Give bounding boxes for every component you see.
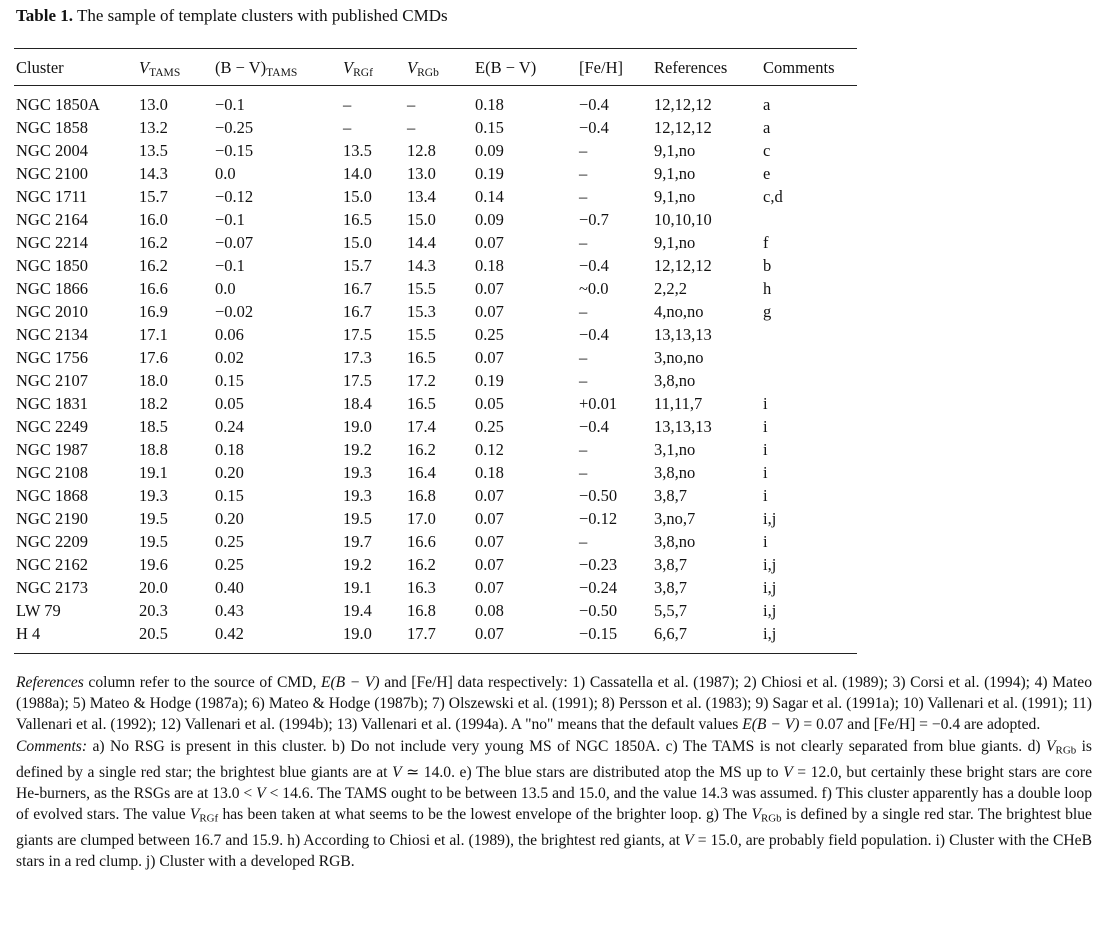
table-cell: 11,11,7 [654, 393, 703, 413]
table-cell: 0.43 [215, 600, 244, 620]
table-cell: NGC 2134 [16, 324, 88, 344]
table-cell: 0.07 [475, 278, 504, 298]
table-cell: 5,5,7 [654, 600, 687, 620]
table-cell: 0.07 [475, 347, 504, 367]
table-cell: 12,12,12 [654, 117, 712, 137]
table-cell: i,j [763, 577, 777, 597]
table-notes [16, 672, 1092, 872]
table-cell: 18.0 [139, 370, 168, 390]
table-cell: a [763, 94, 771, 114]
table-cell: −0.02 [215, 301, 254, 321]
table-cell: 4,no,no [654, 301, 704, 321]
table-cell: i [763, 416, 768, 436]
table-cell: 0.07 [475, 301, 504, 321]
table-cell: 17.1 [139, 324, 168, 344]
table-cell: 9,1,no [654, 140, 696, 160]
table-cell: 19.3 [139, 485, 168, 505]
table-cell: 16.5 [407, 393, 436, 413]
table-cell: 0.20 [215, 508, 244, 528]
table-cell: NGC 2249 [16, 416, 88, 436]
table-cell: NGC 2209 [16, 531, 88, 551]
table-cell: 0.20 [215, 462, 244, 482]
table-cell [763, 323, 859, 346]
table-cell: 0.25 [215, 554, 244, 574]
table-cell: 16.2 [407, 554, 436, 574]
table-cell: 0.25 [215, 531, 244, 551]
table-cell: 0.14 [475, 186, 504, 206]
table-cell [763, 208, 859, 231]
column-header [139, 57, 215, 83]
table-cell: 2,2,2 [654, 278, 687, 298]
table-cell: – [579, 462, 588, 482]
note-math: V [392, 763, 402, 781]
table-cell: −0.15 [579, 623, 618, 643]
table-cell: ~0.0 [579, 278, 609, 298]
table-cell: i [763, 393, 768, 413]
column-header [763, 57, 859, 83]
table-cell: 0.25 [475, 324, 504, 344]
table-cell: a [763, 117, 771, 137]
table-cell: 0.07 [475, 577, 504, 597]
table-cell: 19.1 [343, 577, 372, 597]
table-cell: −0.4 [579, 255, 609, 275]
table-row [16, 507, 859, 530]
table-row [16, 553, 859, 576]
column-header-label: V [139, 57, 150, 77]
table-cell: 18.2 [139, 393, 168, 413]
column-header-label: Cluster [16, 58, 64, 77]
note-math: V [684, 831, 694, 849]
table-row [16, 576, 859, 599]
table-cell: 19.7 [343, 531, 372, 551]
table-cell: 3,8,7 [654, 577, 687, 597]
table-cell: 0.07 [475, 623, 504, 643]
table-cell: – [579, 347, 588, 367]
table-cell: – [579, 232, 588, 252]
table-cell: −0.24 [579, 577, 618, 597]
table-cell: 0.08 [475, 600, 504, 620]
table-cell: 19.3 [343, 485, 372, 505]
column-header-label: E(B − V) [475, 58, 537, 77]
note-math: V [189, 805, 200, 823]
table-cell: −0.4 [579, 324, 609, 344]
note-text: is defined by a single red star; the brightest blue giants are at [16, 737, 1092, 781]
table-cell: 0.18 [475, 255, 504, 275]
table-cell: NGC 1711 [16, 186, 88, 206]
table-cell: e [763, 163, 771, 183]
note-text: = 0.07 and [Fe/H] = −0.4 are adopted. [799, 716, 1041, 734]
table-row [16, 277, 859, 300]
table-row [16, 83, 859, 116]
table-cell: 17.2 [407, 370, 436, 390]
clusters-table [16, 57, 859, 645]
table-cell: 0.02 [215, 347, 244, 367]
table-cell: – [407, 94, 416, 114]
table-cell [763, 346, 859, 369]
table-cell: 14.4 [407, 232, 436, 252]
table-cell: 18.4 [343, 393, 372, 413]
table-cell: – [579, 163, 588, 183]
table-cell: −0.4 [579, 117, 609, 137]
table-cell: 0.19 [475, 370, 504, 390]
table-cell: 16.4 [407, 462, 436, 482]
table-cell: 0.12 [475, 439, 504, 459]
table-cell: 12.8 [407, 140, 436, 160]
table-cell: −0.12 [579, 508, 618, 528]
table-title: The sample of template clusters with published CMDs [73, 6, 448, 25]
table-cell: 13.0 [407, 163, 436, 183]
table-cell: 19.3 [343, 462, 372, 482]
note-math: V [1046, 737, 1056, 755]
table-cell: NGC 2100 [16, 163, 88, 183]
column-header-label: References [654, 58, 728, 77]
table-cell: −0.07 [215, 232, 254, 252]
table-cell: −0.4 [579, 94, 609, 114]
note-math: V [751, 805, 761, 823]
table-cell: 13.0 [139, 94, 168, 114]
column-header [215, 57, 343, 83]
table-cell: −0.1 [215, 94, 245, 114]
table-cell: 3,8,no [654, 462, 696, 482]
table-cell: 19.1 [139, 462, 168, 482]
table-cell: −0.12 [215, 186, 254, 206]
table-cell: 12,12,12 [654, 94, 712, 114]
table-row [16, 530, 859, 553]
note-text: is defined by a single red star. The brightest blue giants are clumped between 16.7 and 15.9. h) According to Chiosi et al. (1989), the brightest red giants, at [16, 805, 1092, 849]
table-cell: 16.8 [407, 485, 436, 505]
column-header [654, 57, 763, 83]
table-cell: 15.0 [407, 209, 436, 229]
table-row [16, 346, 859, 369]
table-row [16, 323, 859, 346]
table-cell: 0.24 [215, 416, 244, 436]
table-cell: 0.15 [475, 117, 504, 137]
table-cell [763, 369, 859, 392]
table-cell: – [579, 186, 588, 206]
table-cell: NGC 1868 [16, 485, 88, 505]
table-cell: 0.25 [475, 416, 504, 436]
table-cell: NGC 2107 [16, 370, 88, 390]
table-cell: 9,1,no [654, 163, 696, 183]
note-math: V [783, 763, 793, 781]
table-cell: 17.7 [407, 623, 436, 643]
table-cell: i [763, 531, 768, 551]
table-cell: – [579, 370, 588, 390]
table-cell: 0.15 [215, 485, 244, 505]
table-cell: 20.3 [139, 600, 168, 620]
table-cell: c,d [763, 186, 783, 206]
table-row [16, 369, 859, 392]
table-cell: 0.09 [475, 209, 504, 229]
table-cell: 0.07 [475, 554, 504, 574]
table-label: Table 1. [16, 6, 74, 25]
top-rule [14, 48, 857, 49]
table-cell: 14.3 [139, 163, 168, 183]
table-cell: NGC 2190 [16, 508, 88, 528]
table-cell: 15.0 [343, 232, 372, 252]
table-row [16, 208, 859, 231]
table-cell: – [579, 140, 588, 160]
table-cell: 18.5 [139, 416, 168, 436]
column-header-subscript: RGb [417, 66, 439, 79]
table-row [16, 599, 859, 622]
column-header [579, 57, 654, 83]
column-header-label: (B − V) [215, 57, 267, 77]
table-cell: NGC 1756 [16, 347, 88, 367]
note-math: V [256, 784, 266, 802]
table-cell: 0.18 [475, 462, 504, 482]
column-header-subscript: TAMS [149, 66, 181, 79]
table-cell: −0.1 [215, 209, 245, 229]
table-row [16, 415, 859, 438]
table-cell: 16.7 [343, 301, 372, 321]
table-cell: – [579, 301, 588, 321]
table-cell: LW 79 [16, 600, 61, 620]
table-row [16, 185, 859, 208]
table-cell: NGC 2173 [16, 577, 88, 597]
table-cell: i,j [763, 554, 777, 574]
table-cell: −0.23 [579, 554, 618, 574]
note-text: has been taken at what seems to be the lowest envelope of the brighter loop. g) The [218, 805, 752, 823]
table-cell: 17.5 [343, 370, 372, 390]
table-cell: 15.0 [343, 186, 372, 206]
table-cell: NGC 2214 [16, 232, 88, 252]
bottom-rule [14, 653, 857, 654]
table-row [16, 461, 859, 484]
column-header [343, 57, 407, 83]
table-cell: i [763, 485, 768, 505]
table-cell: 0.07 [475, 531, 504, 551]
table-cell: h [763, 278, 772, 298]
table-cell: 13.4 [407, 186, 436, 206]
table-cell: 10,10,10 [654, 209, 712, 229]
column-header [407, 57, 475, 83]
table-cell: 15.7 [343, 255, 372, 275]
table-cell: 6,6,7 [654, 623, 687, 643]
column-header-label: V [343, 57, 354, 77]
table-cell: 0.07 [475, 508, 504, 528]
table-cell: 16.2 [139, 232, 168, 252]
table-cell: 0.0 [215, 278, 236, 298]
table-cell: NGC 1850A [16, 94, 100, 114]
table-row [16, 622, 859, 645]
table-cell: i [763, 462, 768, 482]
table-caption [16, 6, 448, 26]
table-cell: −0.1 [215, 255, 245, 275]
table-cell: 0.05 [475, 393, 504, 413]
table-cell: 0.07 [475, 232, 504, 252]
table-cell: 9,1,no [654, 186, 696, 206]
table-cell: 16.6 [407, 531, 436, 551]
comments-label: Comments: [16, 737, 88, 755]
table-row [16, 254, 859, 277]
table-cell: 3,8,7 [654, 485, 687, 505]
references-label: References [16, 674, 84, 691]
table-cell: −0.50 [579, 485, 618, 505]
table-cell: 19.6 [139, 554, 168, 574]
table-cell: 17.5 [343, 324, 372, 344]
comments-note [16, 736, 1092, 873]
table-header-row [16, 57, 859, 83]
table-cell: 17.3 [343, 347, 372, 367]
table-cell: 16.6 [139, 278, 168, 298]
table-cell: 0.18 [475, 94, 504, 114]
table-cell: 16.2 [139, 255, 168, 275]
note-text: ≃ 14.0. e) The blue stars are distributed atop the MS up to [401, 763, 784, 781]
table-cell: 13.2 [139, 117, 168, 137]
table-row [16, 484, 859, 507]
table-cell: NGC 2004 [16, 140, 88, 160]
table-cell: 0.0 [215, 163, 236, 183]
note-text: and [Fe/H] data respectively: 1) Cassatella et al. (1987); 2) Chiosi et al. (1989); 3) Corsi et al. (1994); 4) Mateo (1988a); 5) Mateo & Hodge (1987a); 6) Mateo & Hodge (1987b); 7) Olszewski et al. (1991); 8) Persson et al. (1983); 9) Sagar et al. (1991a); 10) Vallenari et al. (1991); 11) Vallenari et al. (1992); 12) Vallenari et al. (1994b); 13) Vallenari et al. (1994a). A "no" means that the default values [16, 674, 1092, 734]
table-cell: i [763, 439, 768, 459]
table-cell: 16.7 [343, 278, 372, 298]
table-row [16, 231, 859, 254]
table-cell: −0.7 [579, 209, 609, 229]
table-cell: NGC 1831 [16, 393, 88, 413]
column-header-subscript: RGf [353, 66, 373, 79]
table-cell: 15.7 [139, 186, 168, 206]
table-row [16, 162, 859, 185]
table-cell: i,j [763, 508, 777, 528]
table-cell: c [763, 140, 771, 160]
table-cell: −0.50 [579, 600, 618, 620]
note-text: column refer to the source of CMD, [83, 674, 321, 691]
table-row [16, 139, 859, 162]
table-cell: 19.5 [139, 508, 168, 528]
table-cell: 3,8,no [654, 370, 696, 390]
table-cell: 20.5 [139, 623, 168, 643]
table-cell: 15.5 [407, 278, 436, 298]
column-header-label: [Fe/H] [579, 58, 623, 77]
table-cell: NGC 2164 [16, 209, 88, 229]
table-cell: 19.4 [343, 600, 372, 620]
table-cell: – [407, 117, 416, 137]
table-cell: 15.5 [407, 324, 436, 344]
table-cell: 17.0 [407, 508, 436, 528]
table-cell: 16.8 [407, 600, 436, 620]
table-cell: 18.8 [139, 439, 168, 459]
table-cell: 19.2 [343, 439, 372, 459]
column-header-subscript: TAMS [266, 66, 298, 79]
table-cell: 16.5 [407, 347, 436, 367]
note-subscript: RGb [1055, 744, 1077, 757]
note-text: a) No RSG is present in this cluster. b) Do not include very young MS of NGC 1850A. c) The TAMS is not clearly separated from blue giants. d) [87, 737, 1047, 755]
table-cell: 0.06 [215, 324, 244, 344]
table-cell: – [579, 439, 588, 459]
table-cell: NGC 1850 [16, 255, 88, 275]
table-cell: f [763, 232, 769, 252]
table-cell: NGC 2108 [16, 462, 88, 482]
table-cell: NGC 1858 [16, 117, 88, 137]
table-cell: 19.2 [343, 554, 372, 574]
table-cell: – [579, 531, 588, 551]
table-cell: NGC 2010 [16, 301, 88, 321]
table-cell: g [763, 301, 772, 321]
table-cell: NGC 1866 [16, 278, 88, 298]
table-cell: 16.0 [139, 209, 168, 229]
table-cell: 16.9 [139, 301, 168, 321]
table-cell: 19.0 [343, 416, 372, 436]
table-row [16, 438, 859, 461]
table-cell: 20.0 [139, 577, 168, 597]
table-cell: −0.15 [215, 140, 254, 160]
table-cell: i,j [763, 600, 777, 620]
table-cell: – [343, 117, 352, 137]
table-cell: 9,1,no [654, 232, 696, 252]
table-row [16, 392, 859, 415]
table-cell: 0.07 [475, 485, 504, 505]
table-cell: NGC 2162 [16, 554, 88, 574]
table-cell: +0.01 [579, 393, 618, 413]
table-cell: 0.19 [475, 163, 504, 183]
table-cell: H 4 [16, 623, 41, 643]
table-cell: 3,8,no [654, 531, 696, 551]
table-cell: 3,no,no [654, 347, 704, 367]
table-cell: 0.15 [215, 370, 244, 390]
table-cell: 19.5 [343, 508, 372, 528]
table-row [16, 116, 859, 139]
table-cell: 13,13,13 [654, 416, 712, 436]
table-cell: 15.3 [407, 301, 436, 321]
note-math: E(B − V) [742, 716, 800, 734]
note-text: < 14.6. The TAMS ought to be between 13.5 and 15.0, and the value 14.3 was assumed. f) This cluster apparently has a double loop of evolved stars. The value [16, 784, 1093, 823]
column-header-label: V [407, 57, 418, 77]
table-cell: 19.5 [139, 531, 168, 551]
table-cell: 3,no,7 [654, 508, 696, 528]
column-header [16, 57, 139, 83]
table-cell: 3,1,no [654, 439, 696, 459]
table-cell: i,j [763, 623, 777, 643]
table-cell: 13.5 [343, 140, 372, 160]
note-text: = 12.0, but certainly these bright stars are core He-burners, as the RSGs are at 13.0 < [16, 763, 1092, 802]
table-cell: 0.42 [215, 623, 244, 643]
table-cell: 19.0 [343, 623, 372, 643]
table-cell: 0.05 [215, 393, 244, 413]
table-cell: 17.4 [407, 416, 436, 436]
table-cell: 3,8,7 [654, 554, 687, 574]
note-text: = 15.0, are probably field population. i) Cluster with the CHeB stars in a red clump. j) Cluster with a developed RGB. [16, 831, 1092, 871]
table-cell: 0.18 [215, 439, 244, 459]
table-row [16, 300, 859, 323]
table-cell: – [343, 94, 352, 114]
table-cell: b [763, 255, 772, 275]
note-math: E(B − V) [320, 674, 380, 691]
table-cell: 14.0 [343, 163, 372, 183]
table-cell: NGC 1987 [16, 439, 88, 459]
table-cell: 16.3 [407, 577, 436, 597]
table-cell: 13,13,13 [654, 324, 712, 344]
note-subscript: RGb [760, 812, 782, 825]
references-note [16, 672, 1092, 736]
table-cell: 0.09 [475, 140, 504, 160]
column-header [475, 57, 579, 83]
note-subscript: RGf [199, 812, 219, 825]
table-cell: −0.25 [215, 117, 254, 137]
table-cell: 0.40 [215, 577, 244, 597]
table-cell: 13.5 [139, 140, 168, 160]
table-body [16, 83, 859, 645]
table-cell: 16.5 [343, 209, 372, 229]
table-cell: 14.3 [407, 255, 436, 275]
table-cell: 16.2 [407, 439, 436, 459]
table-cell: 17.6 [139, 347, 168, 367]
table-cell: 12,12,12 [654, 255, 712, 275]
table-cell: −0.4 [579, 416, 609, 436]
column-header-label: Comments [763, 58, 835, 77]
